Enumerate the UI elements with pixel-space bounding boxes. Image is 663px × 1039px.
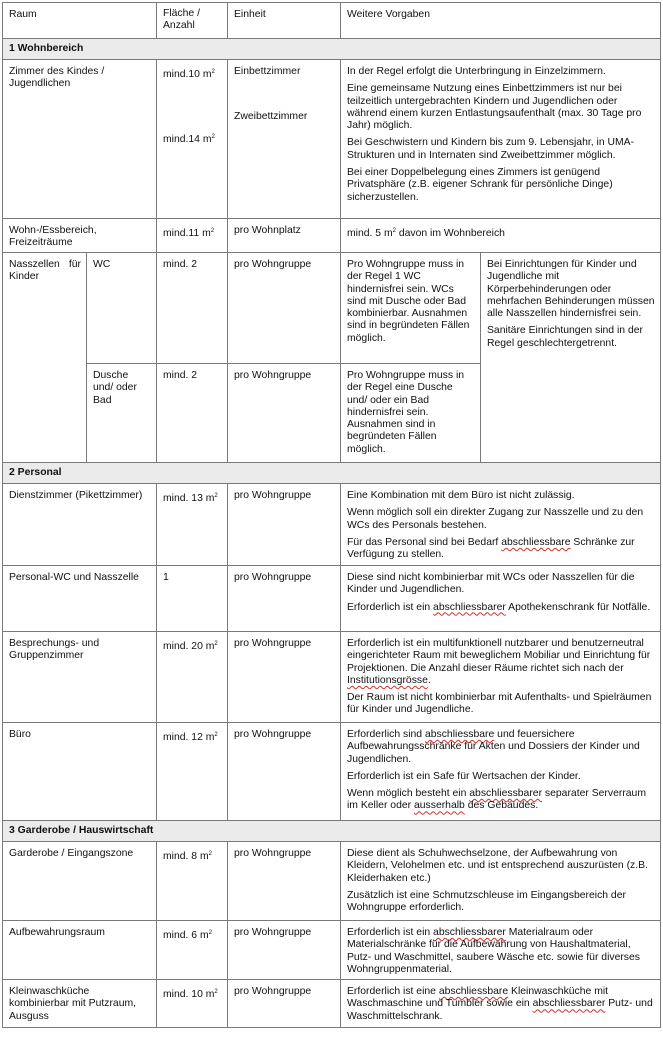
cell-flaeche: 1 (157, 566, 228, 632)
cell-vorgaben: Erforderlich ist ein multifunktionell nutzbarer und benutzerneutral eingerichteter Raum mit beweglichem Mobiliar und Einrichtung für Projektionen. Die Anzahl dieser Räume richtet sich nach der Institutionsgrösse. Der Raum ist nicht kombinierbar mit Aufenthalts- und Spielräumen für Kinder und Jugendliche. (341, 632, 661, 723)
cell-vorgaben: In der Regel erfolgt die Unterbringung in Einzelzimmern. Eine gemeinsame Nutzung eines Einbettzimmers ist nur bei teilzeitlich untergebrachten Kindern und Jugendlichen oder während einem kurzen Entlastungsaufenthalt (max. 30 Tage pro Jahr) möglich. Bei Geschwistern und Kindern bis zum 9. Lebensjahr, in UMA-Strukturen und in Internaten sind Zweibettzimmer möglich. Bei einer Doppelbelegung eines Zimmers ist genügend Privatsphäre (z.B. eigener Schrank für persönliche Dinge) sicherzustellen. (341, 60, 661, 219)
cell-einheit: pro Wohngruppe (228, 921, 341, 980)
cell-raum: Aufbewahrungsraum (3, 921, 157, 980)
section-row (3, 821, 661, 842)
cell-flaeche: mind. 20 $m^2$ (157, 632, 228, 723)
cell-vorgaben: Erforderlich ist eine abschliessbare Kleinwaschküche mit Waschmaschine und Tumbler sowie ein abschliessbarer Putz- und Waschmittelschrank. (341, 980, 661, 1028)
cell-raum: Dienstzimmer (Pikettzimmer) (3, 484, 157, 566)
cell-raum: Garderobe / Eingangszone (3, 842, 157, 921)
cell-raum: Personal-WC und Nasszelle (3, 566, 157, 632)
cell-vorgaben-side: Bei Einrichtungen für Kinder und Jugendliche mit Körperbehinderungen oder mehrfachen Behinderungen müssen alle Nasszellen hindernisfrei sein. Sanitäre Einrichtungen sind in der Regel geschlechtergetrennt. (481, 253, 661, 463)
cell-flaeche: mind. 2 (157, 364, 228, 463)
cell-einheit: pro Wohngruppe (228, 484, 341, 566)
cell-flaeche: mind. 6 $m^2$ (157, 921, 228, 980)
cell-einheit: pro Wohnplatz (228, 219, 341, 253)
section-title: 3 Garderobe / Hauswirtschaft (3, 821, 661, 842)
table-row (3, 632, 661, 723)
cell-raum: Kleinwaschküche kombinierbar mit Putzraum, Ausguss (3, 980, 157, 1028)
table-row (3, 60, 661, 219)
header-vorgaben: Weitere Vorgaben (341, 3, 661, 39)
cell-einheit: pro Wohngruppe (228, 842, 341, 921)
cell-einheit: Einbettzimmer Zweibettzimmer (228, 60, 341, 219)
cell-flaeche: mind.10 $m^2$ mind.14 $m^2$ (157, 60, 228, 219)
cell-vorgaben: Diese sind nicht kombinierbar mit WCs oder Nasszellen für die Kinder und Jugendlichen. Erforderlich ist ein abschliessbarer Apothekenschrank für Notfälle. (341, 566, 661, 632)
cell-vorgaben: Pro Wohngruppe muss in der Regel 1 WC hindernisfrei sein. WCs sind mit Dusche oder Bad kombinierbar. Ausnahmen sind in begründeten Fällen möglich. (341, 253, 481, 364)
cell-flaeche: mind. 8 $m^2$ (157, 842, 228, 921)
cell-einheit: pro Wohngruppe (228, 253, 341, 364)
cell-raum: Besprechungs- und Gruppenzimmer (3, 632, 157, 723)
table-row (3, 253, 661, 364)
table-row (3, 219, 661, 253)
cell-raum: Büro (3, 723, 157, 821)
cell-flaeche: mind. 13 $m^2$ (157, 484, 228, 566)
section-row (3, 463, 661, 484)
header-raum: Raum (3, 3, 157, 39)
section-row (3, 39, 661, 60)
cell-flaeche: mind. 12 $m^2$ (157, 723, 228, 821)
cell-vorgaben: Erforderlich sind abschliessbare und feuersichere Aufbewahrungsschränke für Akten und Dossiers der Kinder und Jugendlichen. Erforderlich ist ein Safe für Wertsachen der Kinder. Wenn möglich besteht ein abschliessbarer separater Serverraum im Keller oder ausserhalb des Gebäudes. (341, 723, 661, 821)
cell-flaeche: mind.11 $m^2$ (157, 219, 228, 253)
table-row (3, 980, 661, 1028)
cell-einheit: pro Wohngruppe (228, 723, 341, 821)
section-title: 1 Wohnbereich (3, 39, 661, 60)
cell-sub-raum: WC (87, 253, 157, 364)
header-flaeche: Fläche / Anzahl (157, 3, 228, 39)
cell-vorgaben: Pro Wohngruppe muss in der Regel eine Dusche und/ oder ein Bad hindernisfrei sein. Ausnahmen sind in begründeten Fällen möglich. (341, 364, 481, 463)
section-title: 2 Personal (3, 463, 661, 484)
room-requirements-table (2, 2, 661, 1028)
cell-vorgaben: Eine Kombination mit dem Büro ist nicht zulässig. Wenn möglich soll ein direkter Zugang zur Nasszelle und zu den WCs des Personals bestehen. Für das Personal sind bei Bedarf abschliessbare Schränke zur Verfügung zu stellen. (341, 484, 661, 566)
cell-raum: Zimmer des Kindes / Jugendlichen (3, 60, 157, 219)
cell-einheit: pro Wohngruppe (228, 980, 341, 1028)
header-einheit: Einheit (228, 3, 341, 39)
cell-einheit: pro Wohngruppe (228, 632, 341, 723)
cell-sub-raum: Dusche und/ oder Bad (87, 364, 157, 463)
cell-vorgaben: Diese dient als Schuhwechselzone, der Aufbewahrung von Kleidern, Velohelmen etc. und ist entsprechend auszurüsten (z.B. Kleiderhaken etc.) Zusätzlich ist eine Schmutzschleuse im Eingangsbereich der Wohngruppe erforderlich. (341, 842, 661, 921)
cell-vorgaben: Erforderlich ist ein abschliessbarer Materialraum oder Materialschränke für die Aufbewahrung von Haushaltmaterial, Putz- und Waschmittel, saubere Wäsche etc. sowie für diverses Wohngruppenmaterial. (341, 921, 661, 980)
table-row (3, 723, 661, 821)
table-row (3, 921, 661, 980)
table-row (3, 842, 661, 921)
cell-vorgaben: mind. 5 $m^2$ davon im Wohnbereich (341, 219, 661, 253)
table-row (3, 566, 661, 632)
table-row (3, 484, 661, 566)
cell-einheit: pro Wohngruppe (228, 566, 341, 632)
cell-flaeche: mind. 10 $m^2$ (157, 980, 228, 1028)
cell-raum: Wohn-/Essbereich, Freizeiträume (3, 219, 157, 253)
cell-flaeche: mind. 2 (157, 253, 228, 364)
table-header-row (3, 3, 661, 39)
cell-raum: Nasszellen für Kinder (3, 253, 87, 463)
cell-einheit: pro Wohngruppe (228, 364, 341, 463)
